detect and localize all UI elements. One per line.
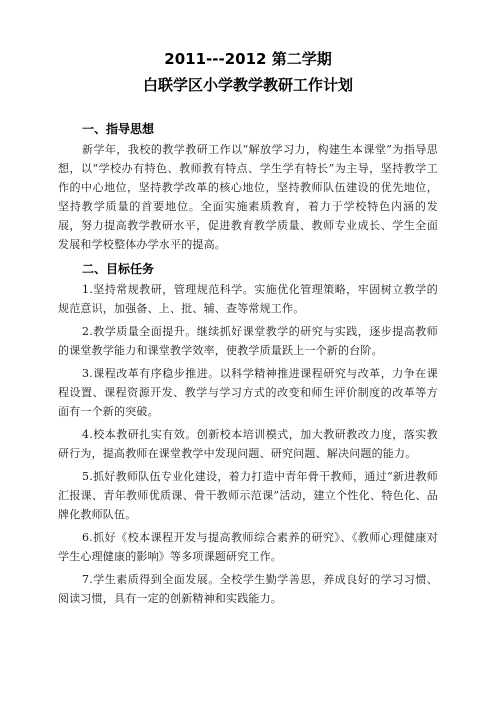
section-body-guiding-ideology: 新学年，我校的教学教研工作以“解放学习力，构建生本课堂”为指导思想，以“学校办有特色、教师教有特点、学生学有特长”为主导，坚持教学工作的中心地位，坚持教学改革的核心地位，坚持教师队伍建设的优先地位，坚持教学质量的首要地位。全面实施素质教育，着力于学校特色内涵的发展，努力提高教学教研水平，促进教育教学质量、教师专业成长、学生全面发展和学校整体办学水平的提高。 (58, 143, 438, 251)
document-title-line2: 白联学区小学教学教研工作计划 (142, 76, 353, 94)
goal-item-5: 5.抓好教师队伍专业化建设，着力打造中青年骨干教师，通过“新进教师汇报课、青年教师优质课、骨干教师示范课”活动，建立个性化、特色化、品牌化教师队伍。 (58, 470, 438, 521)
goal-item-3: 3.课程改革有序稳步推进。以科学精神推进课程研究与改革，力争在课程设置、课程资源开发、教学与学习方式的改变和师生评价制度的改革等方面有一个新的突破。 (58, 367, 438, 418)
goal-item-7: 7.学生素质得到全面发展。全校学生勤学善思，养成良好的学习习惯、阅读习惯，具有一定的创新精神和实践能力。 (58, 573, 438, 605)
goal-item-1: 1.坚持常规教研，管理规范科学。实施优化管理策略，牢固树立教学的规范意识，加强备、上、批、辅、查等常规工作。 (58, 283, 438, 315)
goal-item-2: 2.教学质量全面提升。继续抓好课堂教学的研究与实践，逐步提高教师的课堂教学能力和课堂教学效率，使教学质量跃上一个新的台阶。 (58, 325, 438, 357)
section-heading-goals: 二、目标任务 (82, 262, 155, 276)
title-spacer (58, 98, 438, 118)
section-heading-guiding-ideology: 一、指导思想 (82, 122, 155, 136)
document-title-line1: 2011---2012 第二学期 (164, 50, 332, 68)
goal-item-4: 4.校本教研扎实有效。创新校本培训模式，加大教研教改力度，落实教研行为，提高教师在课堂教学中发现问题、研究问题、解决问题的能力。 (58, 428, 438, 460)
goal-item-6: 6.抓好《校本课程开发与提高教师综合素养的研究》、《教师心理健康对学生心理健康的影响》等多项课题研究工作。 (58, 531, 438, 563)
